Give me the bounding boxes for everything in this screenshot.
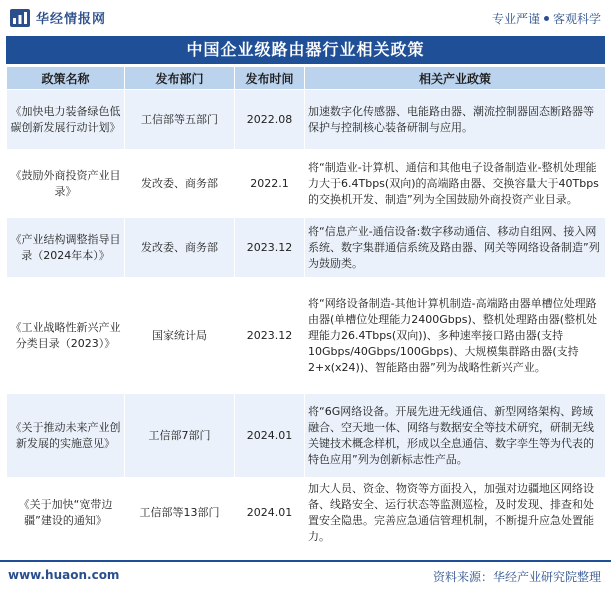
policy-dept: 工信部等五部门 — [125, 90, 235, 150]
policy-name: 《产业结构调整指导目录（2024年本）》 — [7, 218, 125, 278]
table-row — [7, 150, 606, 218]
policy-dept: 发改委、商务部 — [125, 218, 235, 278]
policy-time: 2022.08 — [235, 90, 305, 150]
policy-name: 《关于推动未来产业创新发展的实施意见》 — [7, 394, 125, 478]
policy-time: 2023.12 — [235, 218, 305, 278]
policy-dept: 工信部7部门 — [125, 394, 235, 478]
policy-content: 将“信息产业-通信设备:数字移动通信、移动自组网、接入网系统、数字集群通信系统及路由器、网关等网络设备制造”列为鼓励类。 — [305, 218, 606, 278]
policy-time: 2024.01 — [235, 478, 305, 548]
logo — [10, 8, 106, 27]
policy-dept: 发改委、商务部 — [125, 150, 235, 218]
top-bar — [0, 0, 611, 36]
policy-dept: 国家统计局 — [125, 278, 235, 394]
table-row — [7, 478, 606, 548]
policy-time: 2023.12 — [235, 278, 305, 394]
logo-text: 华经情报网 — [36, 12, 107, 27]
policy-name: 《关于加快“宽带边疆”建设的通知》 — [7, 478, 125, 548]
policy-content: 将“6G网络设备。开展先进无线通信、新型网络架构、跨域融合、空天地一体、网络与数据安全等技术研究，研制无线关键技术概念样机，形成以全息通信、数字孪生等为代表的特色应用”列为创新标志性产品。 — [305, 394, 606, 478]
table-row — [7, 394, 606, 478]
column-header-time: 发布时间 — [235, 67, 305, 90]
slogan-dot-icon — [544, 16, 549, 21]
slogan-left: 专业严谨 — [491, 12, 540, 26]
policy-content: 将“网络设备制造-其他计算机制造-高端路由器单槽位处理路由器(单槽位处理能力2400Gbps)、整机处理路由器(整机处理能力26.4Tbps(双向))、多种速率接口路由器(支持10Gbps/40Gbps/100Gbps)、大规模集群路由器(支持2+x(x24))、智能路由器”列为战略性新兴产业。 — [305, 278, 606, 394]
source-note: 资料来源：华经产业研究院整理 — [432, 570, 601, 584]
logo-icon — [10, 9, 30, 27]
table-header-row — [7, 67, 606, 90]
policy-content: 加大人员、资金、物资等方面投入，加强对边疆地区网络设备、线路安全、运行状态等监测巡检，及时发现、排查和处置安全隐患。完善应急通信管理机制，不断提升应急处置能力。 — [305, 478, 606, 548]
table-row — [7, 90, 606, 150]
policy-time: 2024.01 — [235, 394, 305, 478]
page-title: 中国企业级路由器行业相关政策 — [6, 36, 605, 64]
column-header-policy: 相关产业政策 — [305, 67, 606, 90]
table-row — [7, 278, 606, 394]
policy-table — [6, 66, 606, 548]
policy-content: 将“制造业-计算机、通信和其他电子设备制造业-整机处理能力大于6.4Tbps(双向)的高端路由器、交换容量大于40Tbps的交换机开发、制造”列为全国鼓励外商投资产业目录。 — [305, 150, 606, 218]
website-link[interactable]: www.huaon.com — [8, 568, 120, 582]
policy-name: 《鼓励外商投资产业目录》 — [7, 150, 125, 218]
column-header-name: 政策名称 — [7, 67, 125, 90]
policy-time: 2022.1 — [235, 150, 305, 218]
footer — [0, 560, 611, 591]
column-header-dept: 发布部门 — [125, 67, 235, 90]
policy-content: 加速数字化传感器、电能路由器、潮流控制器固态断路器等保护与控制核心装备研制与应用。 — [305, 90, 606, 150]
policy-dept: 工信部等13部门 — [125, 478, 235, 548]
policy-name: 《工业战略性新兴产业分类目录（2023）》 — [7, 278, 125, 394]
policy-name: 《加快电力装备绿色低碳创新发展行动计划》 — [7, 90, 125, 150]
slogan — [492, 10, 601, 27]
slogan-right: 客观科学 — [552, 12, 601, 26]
table-row — [7, 218, 606, 278]
